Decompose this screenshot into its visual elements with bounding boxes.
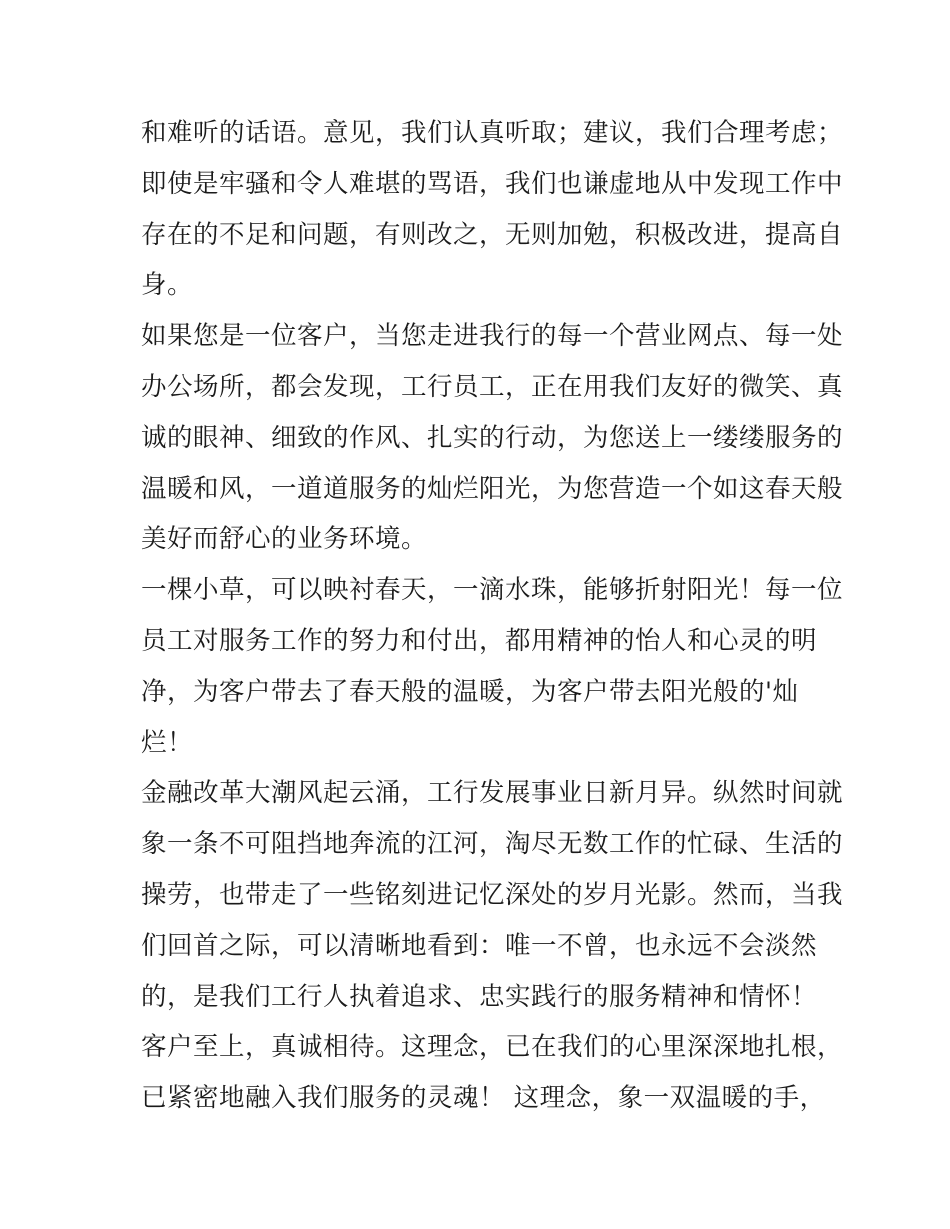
text-line: 操劳，也带走了一些铭刻进记忆深处的岁月光影。然而，当我 [141,879,844,910]
text-line: 一棵小草，可以映衬春天，一滴水珠，能够折射阳光！每一位 [141,575,844,606]
text-line: 员工对服务工作的努力和付出，都用精神的怡人和心灵的明 [141,625,818,656]
text-line: 办公场所，都会发现，工行员工，正在用我们友好的微笑、真 [141,371,844,402]
text-line: 金融改革大潮风起云涌，工行发展事业日新月异。纵然时间就 [141,778,844,809]
text-line: 即使是牢骚和令人难堪的骂语，我们也谦虚地从中发现工作中 [141,168,844,199]
text-line: 身。 [141,270,194,301]
text-line: 烂！ [141,727,194,758]
text-line: 象一条不可阻挡地奔流的江河，淘尽无数工作的忙碌、生活的 [141,829,844,860]
text-line: 的，是我们工行人执着追求、忠实践行的服务精神和情怀！ [141,981,818,1012]
text-line: 存在的不足和问题，有则改之，无则加勉，积极改进，提高自 [141,219,844,250]
text-line: 如果您是一位客户，当您走进我行的每一个营业网点、每一处 [141,321,844,352]
text-line: 们回首之际，可以清晰地看到：唯一不曾，也永远不会淡然 [141,930,818,961]
text-line: 已紧密地融入我们服务的灵魂！ 这理念，象一双温暖的手， [141,1083,826,1114]
text-line: 净，为客户带去了春天般的温暖，为客户带去阳光般的'灿 [141,676,799,707]
text-line: 客户至上，真诚相待。这理念，已在我们的心里深深地扎根， [141,1032,844,1063]
text-line: 和难听的话语。意见，我们认真听取；建议，我们合理考虑； [141,118,844,148]
text-line: 温暖和风，一道道服务的灿烂阳光，为您营造一个如这春天般 [141,473,844,504]
text-line: 诚的眼神、细致的作风、扎实的行动，为您送上一缕缕服务的 [141,422,844,453]
text-line: 美好而舒心的业务环境。 [141,524,428,555]
document-body [141,108,844,1124]
